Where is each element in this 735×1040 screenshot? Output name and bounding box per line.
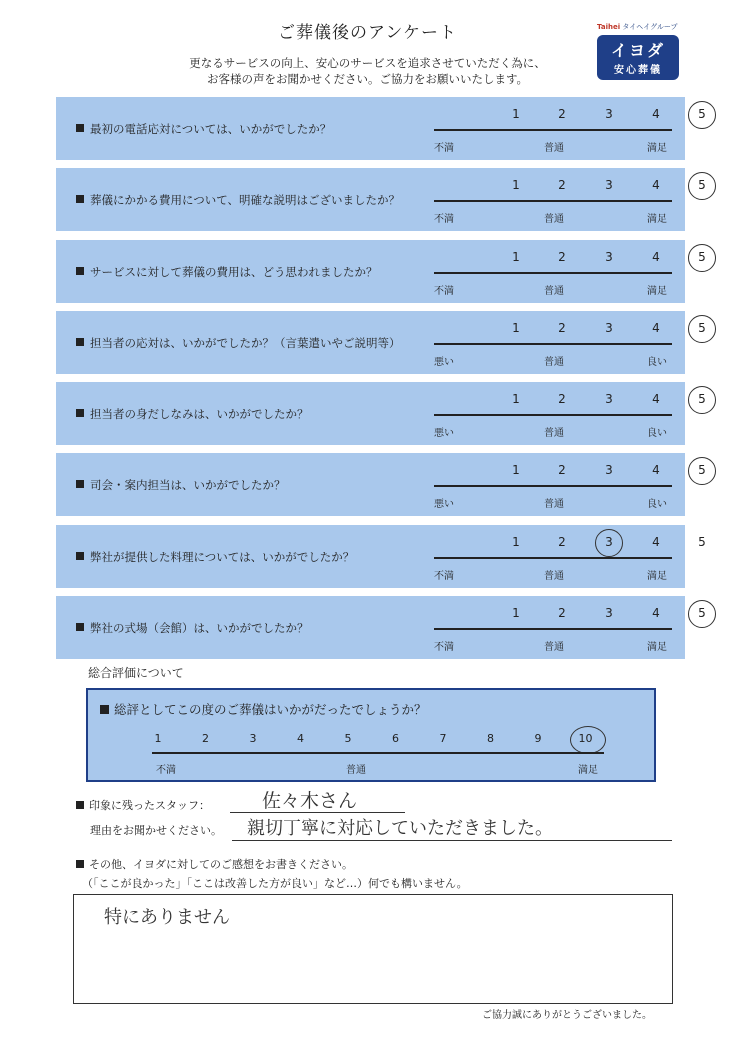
reason-label: 理由をお聞かせください。 bbox=[90, 824, 222, 837]
bullet-square-icon bbox=[76, 623, 84, 631]
bullet-square-icon bbox=[76, 195, 84, 203]
rating-option[interactable]: 3 bbox=[605, 250, 613, 264]
scale-label: 良い bbox=[647, 357, 667, 368]
scale-label: 良い bbox=[647, 499, 667, 510]
bullet-square-icon bbox=[100, 705, 109, 714]
overall-label-mid: 普通 bbox=[346, 765, 366, 776]
overall-label-low: 不満 bbox=[156, 765, 176, 776]
question-row bbox=[56, 453, 706, 516]
scale-label: 不満 bbox=[434, 214, 454, 225]
overall-rating-option[interactable]: 6 bbox=[392, 732, 399, 745]
reason-field[interactable]: 親切丁寧に対応していただきました。 bbox=[247, 818, 553, 839]
rating-option[interactable]: 1 bbox=[512, 535, 520, 549]
logo-badge bbox=[597, 35, 679, 80]
rating-scale bbox=[436, 107, 706, 125]
overall-rating-option[interactable]: 10 bbox=[578, 732, 593, 745]
rating-scale bbox=[436, 463, 706, 481]
rating-option[interactable]: 3 bbox=[605, 392, 613, 406]
scale-line bbox=[434, 200, 672, 202]
question-row bbox=[56, 311, 706, 374]
company-logo bbox=[597, 22, 679, 80]
rating-scale bbox=[436, 321, 706, 339]
scale-label: 普通 bbox=[544, 499, 564, 510]
scale-line bbox=[434, 414, 672, 416]
scale-label: 悪い bbox=[434, 428, 454, 439]
rating-option[interactable]: 2 bbox=[558, 321, 566, 335]
intro-line-1: 更なるサービスの向上、安心のサービスを追求させていただく為に、 bbox=[189, 56, 546, 70]
rating-option[interactable]: 3 bbox=[605, 463, 613, 477]
question-text: 葬儀にかかる費用について、明確な説明はございましたか？ bbox=[76, 192, 400, 208]
intro-line-2: お客様の声をお聞かせください。ご協力をお願いいたします。 bbox=[206, 72, 529, 86]
rating-option[interactable]: 1 bbox=[512, 321, 520, 335]
bullet-square-icon bbox=[76, 860, 84, 868]
overall-rating-option[interactable]: 2 bbox=[202, 732, 209, 745]
rating-option[interactable]: 4 bbox=[652, 535, 660, 549]
question-row bbox=[56, 382, 706, 445]
overall-rating-option[interactable]: 7 bbox=[439, 732, 447, 745]
scale-label: 良い bbox=[647, 428, 667, 439]
rating-option[interactable]: 3 bbox=[605, 606, 613, 620]
rating-option[interactable]: 1 bbox=[512, 178, 520, 192]
overall-rating-option[interactable]: 1 bbox=[154, 732, 162, 745]
question-row bbox=[56, 168, 706, 231]
overall-rating-option[interactable]: 4 bbox=[297, 732, 304, 745]
scale-line bbox=[434, 272, 672, 274]
rating-scale bbox=[436, 392, 706, 410]
overall-rating-option[interactable]: 5 bbox=[344, 732, 352, 745]
group-brand bbox=[597, 22, 679, 32]
question-text: 弊社の式場（会館）は、いかがでしたか？ bbox=[76, 620, 309, 636]
scale-label: 満足 bbox=[647, 143, 667, 154]
reason-underline bbox=[232, 840, 672, 841]
question-text: 弊社が提供した料理については、いかがでしたか？ bbox=[76, 549, 354, 565]
rating-scale bbox=[436, 250, 706, 268]
scale-label: 満足 bbox=[647, 214, 667, 225]
logo-line-1: イヨダ bbox=[610, 41, 665, 60]
rating-option[interactable]: 3 bbox=[605, 535, 613, 549]
bullet-square-icon bbox=[76, 552, 84, 560]
overall-rating-option[interactable]: 3 bbox=[249, 732, 257, 745]
rating-option[interactable]: 5 bbox=[698, 178, 706, 192]
rating-option[interactable]: 5 bbox=[698, 463, 706, 477]
rating-scale bbox=[436, 535, 706, 553]
scale-label: 不満 bbox=[434, 642, 454, 653]
scale-label: 普通 bbox=[544, 214, 564, 225]
rating-option[interactable]: 5 bbox=[698, 535, 706, 549]
rating-option[interactable]: 4 bbox=[652, 606, 660, 620]
rating-option[interactable]: 5 bbox=[698, 321, 706, 335]
comments-label: その他、イヨダに対してのご感想をお書きください。 bbox=[76, 856, 353, 872]
overall-rating-option[interactable]: 9 bbox=[534, 732, 542, 745]
rating-option[interactable]: 3 bbox=[605, 321, 613, 335]
scale-label: 普通 bbox=[544, 143, 564, 154]
question-row bbox=[56, 240, 706, 303]
rating-option[interactable]: 2 bbox=[558, 178, 566, 192]
rating-option[interactable]: 4 bbox=[652, 463, 660, 477]
rating-option[interactable]: 2 bbox=[558, 250, 566, 264]
rating-option[interactable]: 4 bbox=[652, 178, 660, 192]
bullet-square-icon bbox=[76, 480, 84, 488]
scale-label: 不満 bbox=[434, 286, 454, 297]
rating-scale bbox=[436, 606, 706, 624]
bullet-square-icon bbox=[76, 409, 84, 417]
scale-label: 満足 bbox=[647, 286, 667, 297]
rating-option[interactable]: 2 bbox=[558, 535, 566, 549]
question-text: サービスに対して葬儀の費用は、どう思われましたか？ bbox=[76, 264, 378, 280]
staff-name-field[interactable]: 佐々木さん bbox=[262, 790, 358, 812]
question-row bbox=[56, 525, 706, 588]
question-text: 担当者の身だしなみは、いかがでしたか？ bbox=[76, 406, 309, 422]
staff-label: 印象に残ったスタッフ： bbox=[76, 797, 210, 813]
question-row bbox=[56, 596, 706, 659]
rating-option[interactable]: 1 bbox=[512, 463, 520, 477]
rating-option[interactable]: 4 bbox=[652, 250, 660, 264]
scale-label: 満足 bbox=[647, 571, 667, 582]
rating-option[interactable]: 3 bbox=[605, 178, 613, 192]
bullet-square-icon bbox=[76, 338, 84, 346]
scale-label: 普通 bbox=[544, 428, 564, 439]
rating-option[interactable]: 1 bbox=[512, 606, 520, 620]
rating-option[interactable]: 5 bbox=[698, 250, 706, 264]
rating-option[interactable]: 5 bbox=[698, 107, 706, 121]
rating-option[interactable]: 1 bbox=[512, 250, 520, 264]
scale-label: 満足 bbox=[647, 642, 667, 653]
comments-hint: （「ここが良かった」「ここは改善した方が良い」など…）何でも構いません。 bbox=[82, 877, 468, 890]
rating-option[interactable]: 2 bbox=[558, 107, 566, 121]
question-row bbox=[56, 97, 706, 160]
scale-label: 悪い bbox=[434, 357, 454, 368]
overall-question-text: 総評としてこの度のご葬儀はいかがだったでしょうか？ bbox=[114, 702, 427, 717]
scale-label: 普通 bbox=[544, 571, 564, 582]
logo-line-2: 安心葬儀 bbox=[614, 65, 662, 76]
scale-line bbox=[434, 628, 672, 630]
rating-option[interactable]: 2 bbox=[558, 392, 566, 406]
question-text: 担当者の応対は、いかがでしたか？（言葉遣いやご説明等） bbox=[76, 335, 401, 351]
rating-option[interactable]: 1 bbox=[512, 392, 520, 406]
rating-option[interactable]: 1 bbox=[512, 107, 520, 121]
rating-option[interactable]: 5 bbox=[698, 606, 706, 620]
scale-line bbox=[434, 129, 672, 131]
staff-name-underline bbox=[230, 812, 405, 813]
group-brand-text: タイヘイグループ bbox=[622, 23, 678, 31]
rating-option[interactable]: 5 bbox=[698, 392, 706, 406]
overall-rating-box bbox=[86, 688, 656, 782]
scale-label: 普通 bbox=[544, 642, 564, 653]
overall-rating-option[interactable]: 8 bbox=[487, 732, 494, 745]
comments-box[interactable] bbox=[73, 894, 673, 1004]
rating-option[interactable]: 2 bbox=[558, 463, 566, 477]
scale-label: 悪い bbox=[434, 499, 454, 510]
page-title: ご葬儀後のアンケート bbox=[278, 23, 457, 43]
scale-label: 不満 bbox=[434, 143, 454, 154]
scale-label: 不満 bbox=[434, 571, 454, 582]
overall-question bbox=[100, 700, 427, 718]
question-text: 司会・案内担当は、いかがでしたか？ bbox=[76, 477, 286, 493]
rating-option[interactable]: 3 bbox=[605, 107, 613, 121]
overall-heading: 総合評価について bbox=[88, 666, 184, 680]
scale-line bbox=[434, 557, 672, 559]
bullet-square-icon bbox=[76, 801, 84, 809]
scale-line bbox=[434, 485, 672, 487]
comments-text: 特にありません bbox=[104, 907, 230, 928]
group-brand-name: Taihei bbox=[597, 23, 621, 31]
rating-scale bbox=[436, 178, 706, 196]
rating-option[interactable]: 4 bbox=[652, 321, 660, 335]
footer-thanks: ご協力誠にありがとうございました。 bbox=[482, 1010, 652, 1021]
scale-label: 普通 bbox=[544, 286, 564, 297]
overall-label-high: 満足 bbox=[578, 765, 598, 776]
rating-option[interactable]: 4 bbox=[652, 107, 660, 121]
overall-scale-line bbox=[152, 752, 604, 754]
rating-option[interactable]: 4 bbox=[652, 392, 660, 406]
scale-line bbox=[434, 343, 672, 345]
bullet-square-icon bbox=[76, 267, 84, 275]
overall-scale bbox=[88, 732, 654, 748]
question-text: 最初の電話応対については、いかがでしたか？ bbox=[76, 121, 331, 137]
bullet-square-icon bbox=[76, 124, 84, 132]
rating-option[interactable]: 2 bbox=[558, 606, 566, 620]
scale-label: 普通 bbox=[544, 357, 564, 368]
